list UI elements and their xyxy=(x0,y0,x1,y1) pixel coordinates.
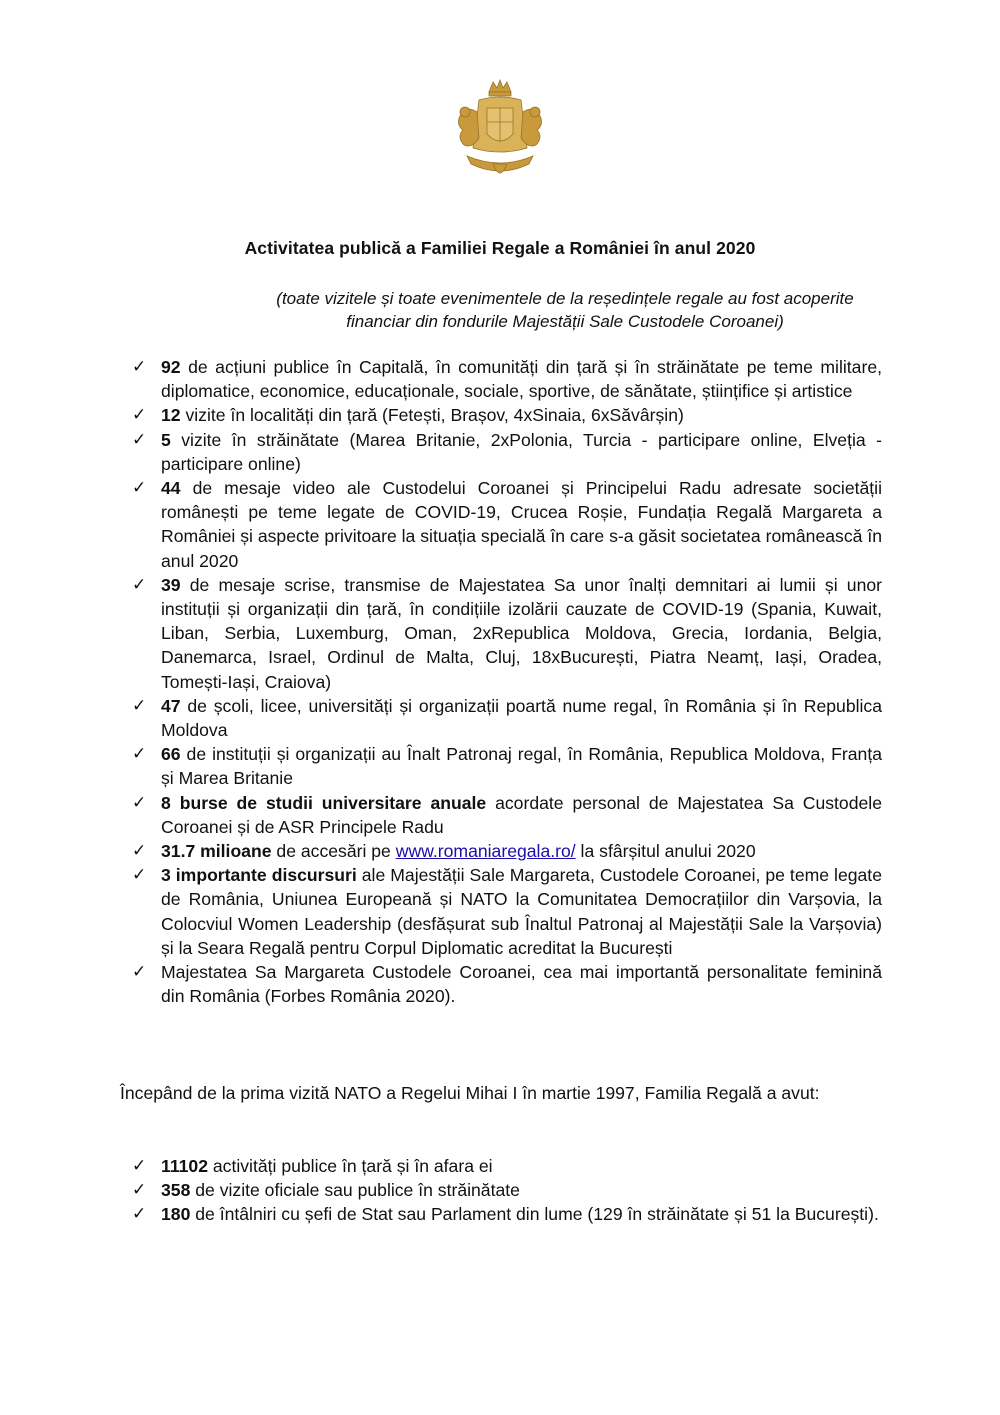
list-item xyxy=(120,428,882,476)
item-highlight: 5 xyxy=(161,429,171,450)
activity-list-2020 xyxy=(120,355,882,1008)
item-text: de acțiuni publice în Capitală, în comunități din țară și în străinătate pe teme militare, diplomatice, economice, educaționale, sociale, sportive, de sănătate, științifice și artistice xyxy=(161,357,882,402)
list-item xyxy=(120,1178,882,1202)
check-icon: ✓ xyxy=(132,792,147,813)
list-item xyxy=(120,863,882,960)
website-link[interactable]: www.romaniaregala.ro/ xyxy=(395,841,576,862)
item-highlight: 3 importante discursuri xyxy=(161,865,357,886)
item-highlight: 12 xyxy=(161,405,181,426)
list-item xyxy=(120,1154,882,1178)
check-icon: ✓ xyxy=(132,429,147,450)
check-icon: ✓ xyxy=(132,865,147,886)
item-highlight: 8 burse de studii universitare anuale xyxy=(161,792,487,813)
item-text: activități publice în țară și în afara ei xyxy=(207,1156,493,1176)
item-highlight: 44 xyxy=(161,478,181,499)
historic-totals-list xyxy=(120,1154,882,1227)
check-icon: ✓ xyxy=(132,478,147,499)
check-icon: ✓ xyxy=(132,841,147,862)
item-highlight: 39 xyxy=(161,574,181,595)
item-highlight: 47 xyxy=(161,695,181,716)
subtitle-line: (toate vizitele și toate evenimentele de la reședințele regale au fost acoperite xyxy=(276,289,854,308)
royal-coat-of-arms-icon xyxy=(449,78,551,182)
item-text: de mesaje scrise, transmise de Majestatea Sa unor înalți demnitari ai lumii și unor instituții și organizații din țară, în condițiile izolării cauzate de COVID-19 (Spania, Kuwait, Liban, Serbia, Luxemburg, Oman, 2xRepublica Moldova, Grecia, Iordania, Belgia, Danemarca, Israel, Ordinul de Malta, Cluj, 18xBucurești, Piatra Neamț, Iași, Oradea, Tomești-Iași, Craiova) xyxy=(161,574,882,692)
list-item xyxy=(120,403,882,427)
item-highlight: 180 xyxy=(161,1204,191,1225)
check-icon: ✓ xyxy=(132,1156,147,1176)
list-item xyxy=(120,1202,882,1226)
check-icon: ✓ xyxy=(132,1204,147,1225)
summary-paragraph: Începând de la prima vizită NATO a Regelui Mihai I în martie 1997, Familia Regală a avut: xyxy=(120,1083,820,1103)
item-highlight: 31.7 milioane xyxy=(161,841,272,862)
check-icon: ✓ xyxy=(132,744,147,765)
check-icon: ✓ xyxy=(132,1180,147,1201)
item-text: de vizite oficiale sau publice în străinătate xyxy=(190,1180,520,1201)
subtitle-line: financiar din fondurile Majestății Sale Custodele Coroanei) xyxy=(346,312,784,331)
check-icon: ✓ xyxy=(132,405,147,426)
item-text: acordate personal de Majestatea Sa Custodele Coroanei și de ASR Principele Radu xyxy=(161,792,882,837)
item-text: de școli, licee, universități și organizații poartă nume regal, în România și în Republica Moldova xyxy=(161,695,882,741)
check-icon: ✓ xyxy=(132,357,147,377)
document-title: Activitatea publică a Familiei Regale a României în anul 2020 xyxy=(244,238,756,258)
item-text: vizite în străinătate (Marea Britanie, 2xPolonia, Turcia - participare online, Elveția - participare online) xyxy=(161,429,882,474)
check-icon: ✓ xyxy=(132,695,147,716)
item-highlight: 358 xyxy=(161,1180,191,1201)
item-text: de întâlniri cu șefi de Stat sau Parlament din lume (129 în străinătate și 51 la București). xyxy=(190,1204,879,1225)
item-text: ale Majestății Sale Margareta, Custodele Coroanei, pe teme legate de România, Uniunea Europeană și NATO la Comunitatea Democrațiilor din Varșovia, la Colocviul Women Leadership (desfășurat sub Înaltul Patronaj al Majestății Sale la Varșovia) și la Seara Regală pentru Corpul Diplomatic acreditat la București xyxy=(161,865,882,958)
list-item xyxy=(120,839,882,863)
item-highlight: 66 xyxy=(161,744,181,765)
item-text: vizite în localități din țară (Fetești, Brașov, 4xSinaia, 6xSăvârșin) xyxy=(180,405,684,426)
item-text: Majestatea Sa Margareta Custodele Coroanei, cea mai importantă personalitate feminină din România (Forbes România 2020). xyxy=(161,962,882,1007)
check-icon: ✓ xyxy=(132,574,147,595)
document-subtitle xyxy=(180,287,950,333)
item-highlight: 92 xyxy=(161,357,181,377)
list-item xyxy=(120,355,882,403)
item-text: de mesaje video ale Custodelui Coroanei și Principelui Radu adresate societății românești pe teme legate de COVID-19, Crucea Roșie, Fundația Regală Margareta a României și aspecte privitoare la situația specială în care s-a găsit societatea românească în anul 2020 xyxy=(161,478,882,571)
item-text: de instituții și organizații au Înalt Patronaj regal, în România, Republica Moldova, Franța și Marea Britanie xyxy=(161,744,882,789)
item-text: la sfârșitul anului 2020 xyxy=(575,841,756,862)
item-text: de accesări pe xyxy=(271,841,396,862)
list-item xyxy=(120,742,882,790)
list-item xyxy=(120,960,882,1008)
item-highlight: 11102 xyxy=(161,1156,208,1176)
list-item xyxy=(120,694,882,742)
list-item xyxy=(120,476,882,573)
list-item xyxy=(120,573,882,694)
list-item xyxy=(120,791,882,839)
check-icon: ✓ xyxy=(132,962,147,983)
